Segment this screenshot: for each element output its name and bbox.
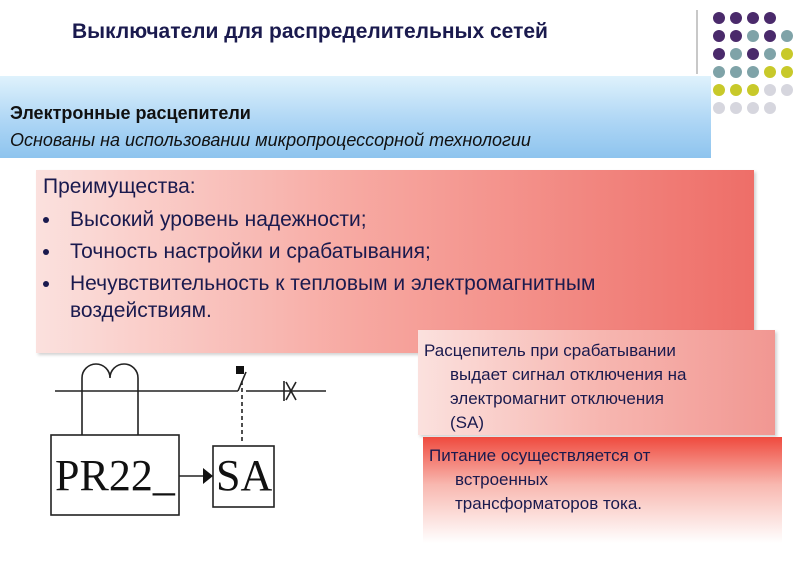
signal-arrow [203, 468, 213, 484]
dot [730, 12, 742, 24]
dot [781, 66, 793, 78]
dot [764, 84, 776, 96]
current-transformer-coil [82, 364, 138, 391]
dot [713, 102, 725, 114]
dot [747, 48, 759, 60]
advantage-item: Высокий уровень надежности; [43, 206, 743, 233]
dot [747, 84, 759, 96]
title-divider [696, 10, 698, 74]
section-heading: Электронные расцепители [10, 103, 251, 123]
dot [713, 12, 725, 24]
dot [713, 48, 725, 60]
advantage-item: Нечувствительность к тепловым и электромагнитным воздействиям. [43, 270, 743, 324]
dot [747, 102, 759, 114]
power-note-text [429, 444, 774, 516]
dot [747, 30, 759, 42]
dot [730, 84, 742, 96]
dot [764, 48, 776, 60]
dot [764, 102, 776, 114]
contact-pivot [236, 366, 244, 374]
dot [713, 30, 725, 42]
slide-title: Выключатели для распределительных сетей [72, 20, 548, 43]
dot [781, 84, 793, 96]
dot [747, 12, 759, 24]
dot [764, 12, 776, 24]
power-note-line: встроенных [455, 470, 548, 489]
trip-note-line: Расцепитель при срабатывании [424, 341, 676, 360]
dot [713, 84, 725, 96]
dot [747, 66, 759, 78]
actuator-label: SA [216, 451, 273, 500]
advantages-list [43, 206, 743, 324]
dot [781, 48, 793, 60]
advantage-item: Точность настройки и срабатывания; [43, 238, 743, 265]
power-note-line: трансформаторов тока. [455, 494, 642, 513]
dot [730, 30, 742, 42]
advantages-text [43, 173, 743, 329]
dot [730, 102, 742, 114]
power-note-line: Питание осуществляется от [429, 446, 651, 465]
dot [764, 66, 776, 78]
decorative-dot-grid [708, 10, 800, 125]
dot [713, 66, 725, 78]
dot [730, 66, 742, 78]
trip-note-line: электромагнит отключения [450, 389, 664, 408]
trip-unit-schematic [40, 356, 336, 528]
dot [764, 30, 776, 42]
advantages-heading: Преимущества: [43, 175, 196, 198]
section-subtitle: Основаны на использовании микропроцессорной технологии [10, 130, 531, 150]
trip-note-text [424, 339, 769, 435]
controller-label: PR22_ [55, 451, 175, 500]
trip-note-line: выдает сигнал отключения на [450, 365, 687, 384]
dot [730, 48, 742, 60]
dot [781, 30, 793, 42]
trip-note-line: (SA) [450, 413, 484, 432]
